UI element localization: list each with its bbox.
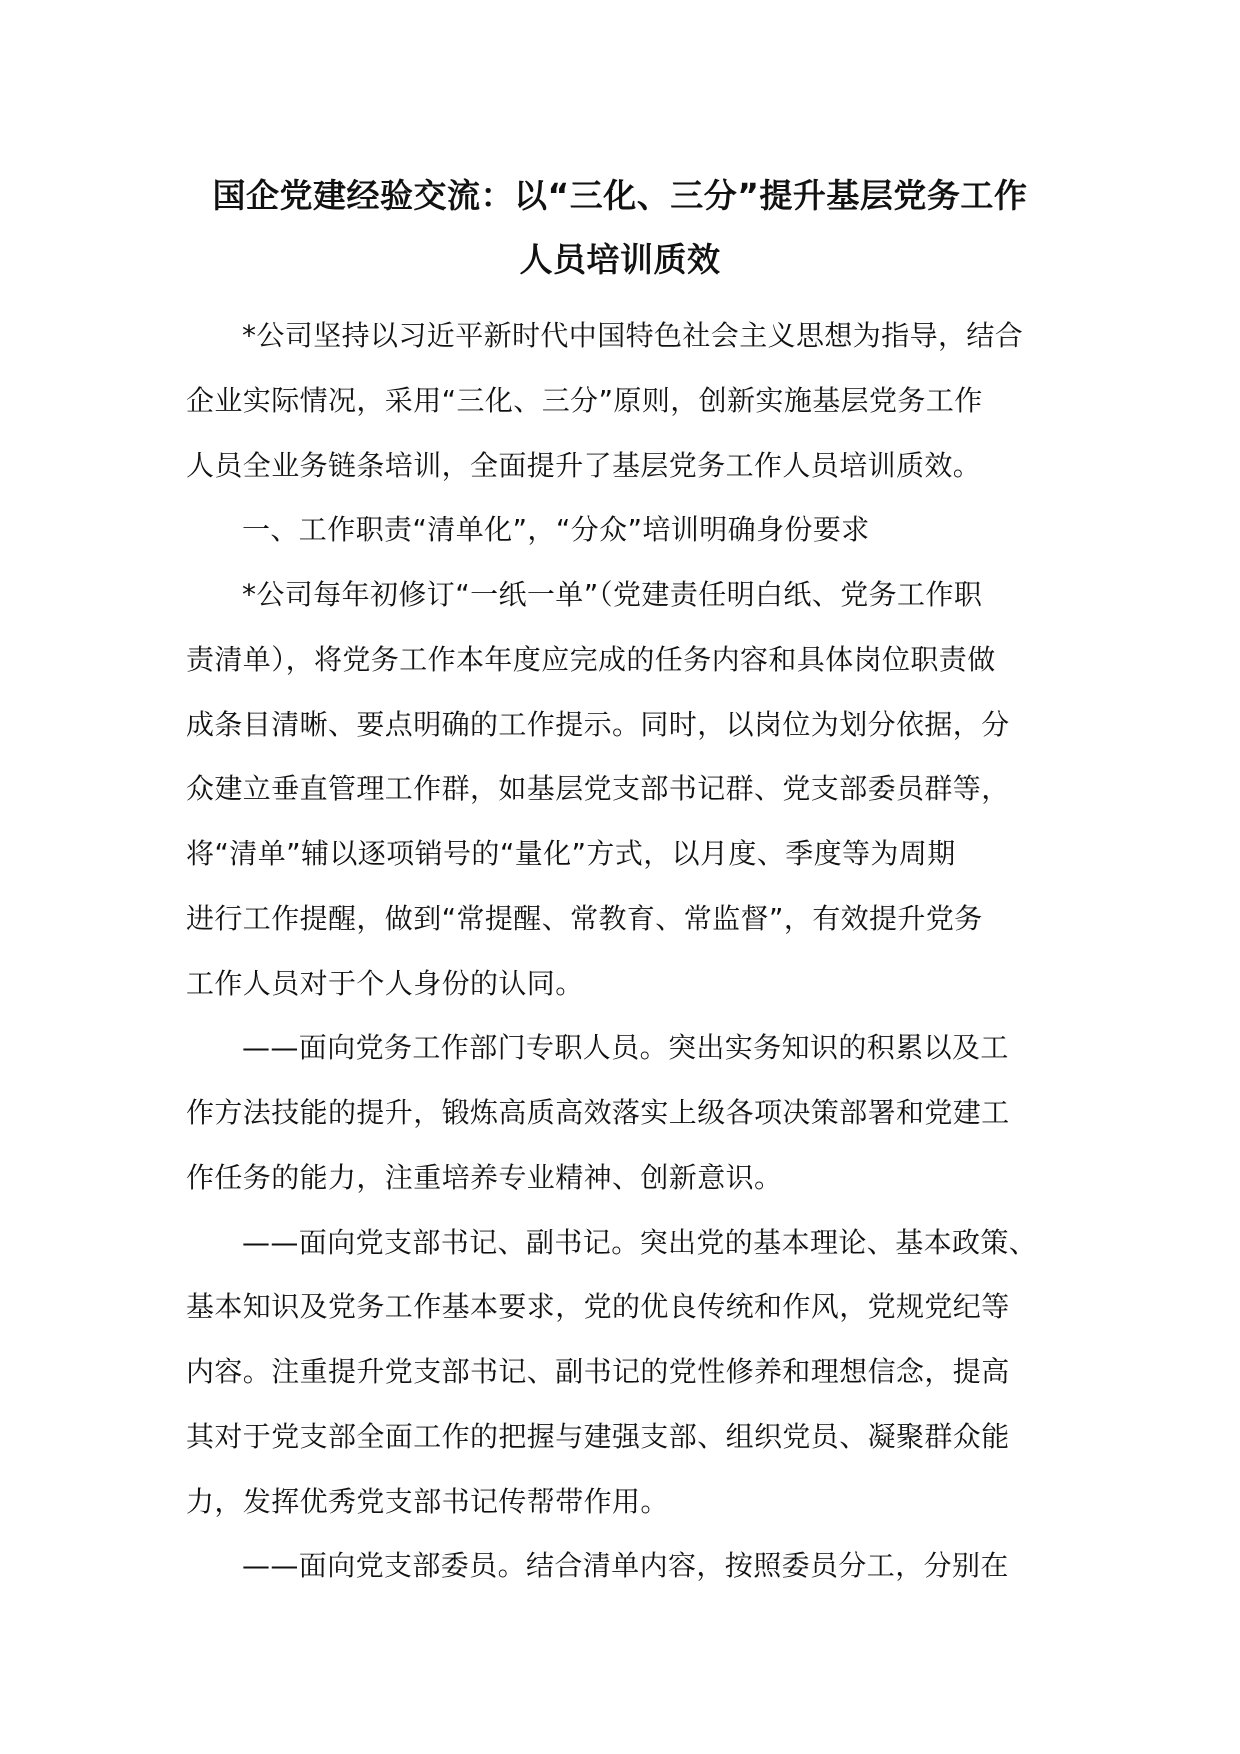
paragraph-line: 人员全业务链条培训，全面提升了基层党务工作人员培训质效。 <box>186 448 982 482</box>
paragraph-line: 责清单），将党务工作本年度应完成的任务内容和具体岗位职责做 <box>186 642 996 676</box>
paragraph-line: 作方法技能的提升，锻炼高质高效落实上级各项决策部署和党建工 <box>186 1096 1010 1129</box>
paragraph-line: 基本知识及党务工作基本要求，党的优良传统和作风，党规党纪等 <box>186 1290 1010 1324</box>
paragraph-line: 作任务的能力，注重培养专业精神、创新意识。 <box>186 1160 783 1194</box>
paragraph-line: ——面向党支部委员。结合清单内容，按照委员分工，分别在 <box>242 1549 1009 1583</box>
section-heading: 一、工作职责“清单化”，“分众”培训明确身份要求 <box>242 513 870 547</box>
paragraph-line: 进行工作提醒，做到“常提醒、常教育、常监督”，有效提升党务 <box>186 901 983 935</box>
paragraph-line: *公司每年初修订“一纸一单”（党建责任明白纸、党务工作职 <box>242 578 983 611</box>
paragraph-line: 力，发挥优秀党支部书记传帮带作用。 <box>186 1484 669 1518</box>
document-body <box>186 304 1056 1599</box>
paragraph-line: 成条目清晰、要点明确的工作提示。同时，以岗位为划分依据，分 <box>186 707 1010 741</box>
paragraph-line: 企业实际情况，采用“三化、三分”原则，创新实施基层党务工作 <box>186 383 983 417</box>
paragraph-line: ——面向党支部书记、副书记。突出党的基本理论、基本政策、 <box>242 1225 1038 1259</box>
paragraph-line: 将“清单”辅以逐项销号的“量化”方式，以月度、季度等为周期 <box>186 837 956 870</box>
document-title-line-1: 国企党建经验交流：以“三化、三分”提升基层党务工作 <box>212 176 1028 215</box>
paragraph-line: 工作人员对于个人身份的认同。 <box>186 966 584 1000</box>
paragraph-line: ——面向党务工作部门专职人员。突出实务知识的积累以及工 <box>242 1031 1009 1065</box>
paragraph-line: 众建立垂直管理工作群，如基层党支部书记群、党支部委员群等， <box>186 772 1010 806</box>
paragraph-line: 内容。注重提升党支部书记、副书记的党性修养和理想信念，提高 <box>186 1355 1010 1388</box>
paragraph-line: 其对于党支部全面工作的把握与建强支部、组织党员、凝聚群众能 <box>186 1419 1010 1453</box>
document-title-line-2: 人员培训质效 <box>519 240 721 279</box>
paragraph-line: *公司坚持以习近平新时代中国特色社会主义思想为指导，结合 <box>242 319 1024 352</box>
